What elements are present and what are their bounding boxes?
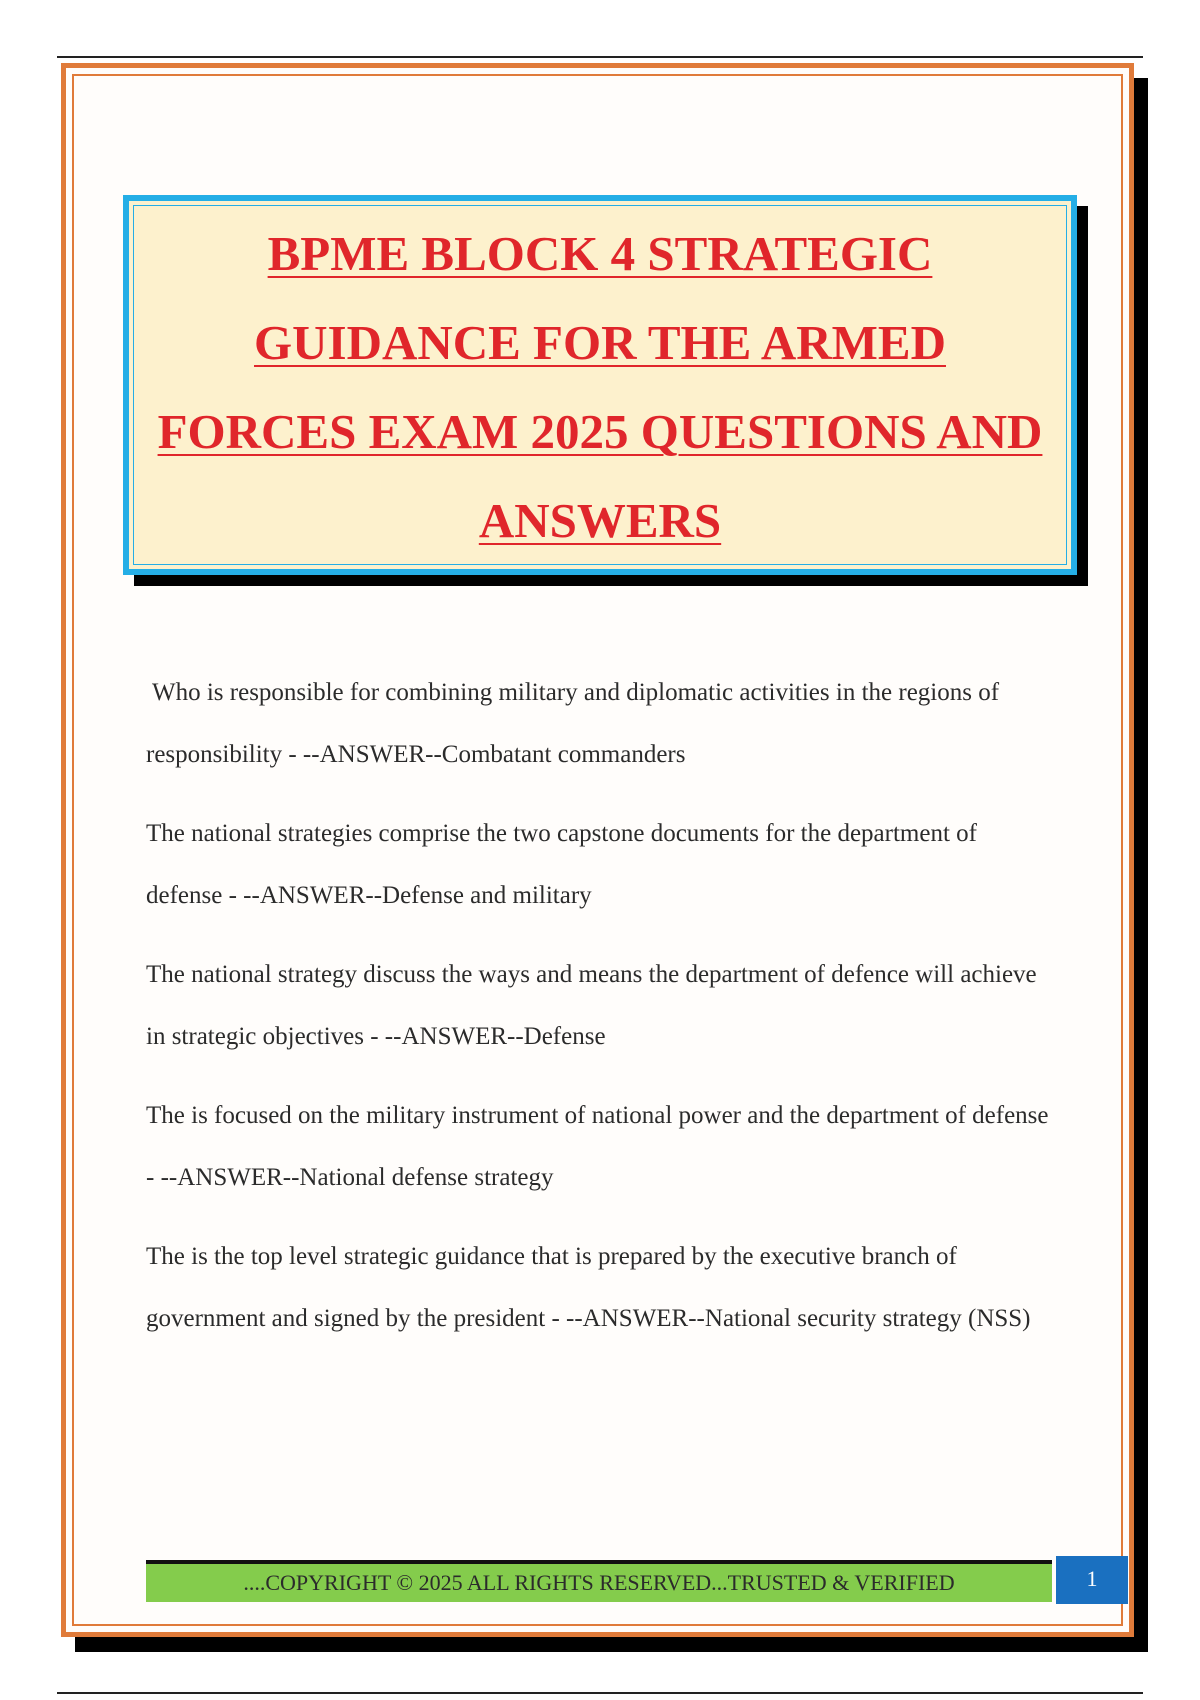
- footer-copyright-bar: [146, 1560, 1052, 1602]
- qa-item: The national strategies comprise the two capstone documents for the department of defense - --ANSWER--Defense and military: [146, 820, 977, 909]
- qa-item: The national strategy discuss the ways and means the department of defence will achieve in strategic objectives - --ANSWER--Defense: [146, 961, 1037, 1050]
- footer-copyright-text: ....COPYRIGHT © 2025 ALL RIGHTS RESERVED...TRUSTED & VERIFIED: [243, 1570, 955, 1595]
- qa-item: Who is responsible for combining military and diplomatic activities in the regions of responsibility - --ANSWER--Combatant commanders: [146, 679, 1000, 768]
- qa-item: The is the top level strategic guidance that is prepared by the executive branch of government and signed by the president - --ANSWER--National security strategy (NSS): [146, 1243, 1031, 1332]
- top-rule: [57, 56, 1143, 58]
- bottom-rule: [57, 1692, 1143, 1694]
- qa-list: [146, 662, 1058, 1367]
- document-title: BPME BLOCK 4 STRATEGIC GUIDANCE FOR THE ARMED FORCES EXAM 2025 QUESTIONS AND ANSWERS: [157, 226, 1043, 548]
- qa-item: The is focused on the military instrument of national power and the department of defense - --ANSWER--National defense strategy: [146, 1102, 1049, 1191]
- title-box: [123, 195, 1077, 575]
- page-number-badge: [1056, 1556, 1128, 1604]
- page-number: 1: [1086, 1566, 1098, 1591]
